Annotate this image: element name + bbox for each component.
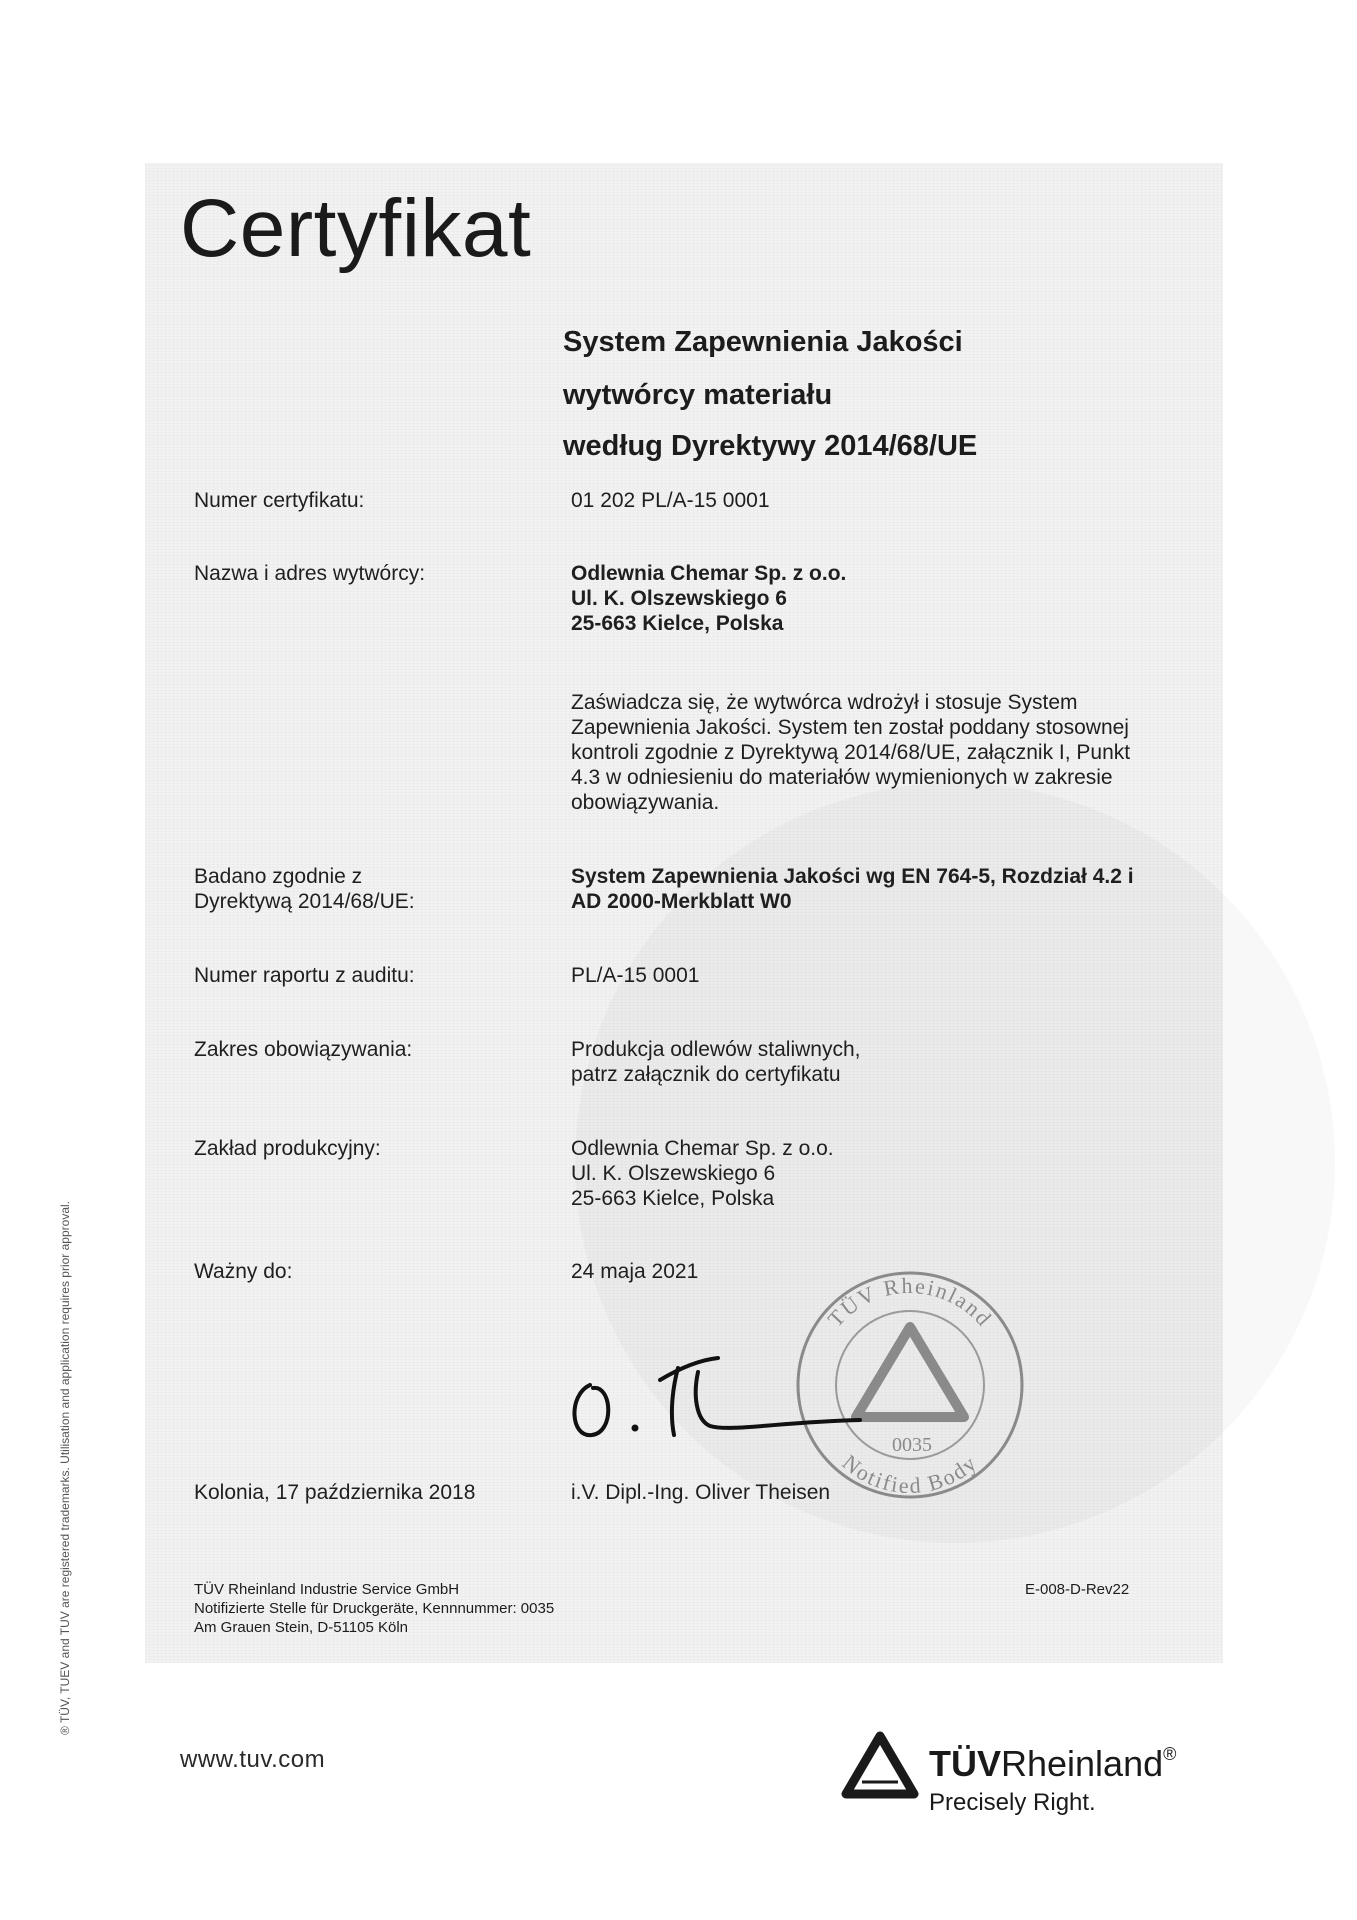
manufacturer-label: Nazwa i adres wytwórcy: (194, 562, 426, 585)
valid-until-value: 24 maja 2021 (571, 1260, 699, 1283)
plant-label: Zakład produkcyjny: (194, 1137, 381, 1160)
plant-line-2: Ul. K. Olszewskiego 6 (571, 1162, 776, 1185)
brand-slogan: Precisely Right. (929, 1789, 1096, 1816)
stamp-top-text: TÜV Rheinland (822, 1272, 998, 1332)
footer-line-2: Notifizierte Stelle für Druckgeräte, Kennnummer: 0035 (194, 1600, 555, 1617)
statement-line-3: kontroli zgodnie z Dyrektywą 2014/68/UE, załącznik I, Punkt (571, 741, 1131, 764)
cert-number-value: 01 202 PL/A-15 0001 (571, 489, 770, 512)
plant-line-3: 25-663 Kielce, Polska (571, 1187, 775, 1210)
document-code: E-008-D-Rev22 (1025, 1581, 1130, 1598)
signature (560, 1340, 880, 1450)
audit-report-label: Numer raportu z auditu: (194, 964, 415, 987)
brand-name-rheinland: Rheinland (1001, 1743, 1164, 1784)
scope-label: Zakres obowiązywania: (194, 1038, 413, 1061)
tuv-logo-triangle-icon (840, 1730, 920, 1800)
valid-until-label: Ważny do: (194, 1260, 293, 1283)
website-link[interactable]: www.tuv.com (180, 1746, 326, 1773)
stamp-bottom-text: Notified Body (837, 1449, 983, 1499)
footer-line-3: Am Grauen Stein, D-51105 Köln (194, 1619, 409, 1636)
brand-registered-mark: ® (1163, 1744, 1177, 1764)
subtitle-line-1: System Zapewnienia Jakości (563, 326, 963, 358)
scope-line-1: Produkcja odlewów staliwnych, (571, 1038, 861, 1061)
manufacturer-line-3: 25-663 Kielce, Polska (571, 612, 784, 635)
plant-line-1: Odlewnia Chemar Sp. z o.o. (571, 1137, 834, 1160)
manufacturer-line-1: Odlewnia Chemar Sp. z o.o. (571, 562, 847, 585)
trademark-note: ® TÜV, TUEV and TUV are registered trademarks. Utilisation and application requires prior approval. (58, 1201, 72, 1735)
scope-line-2: patrz załącznik do certyfikatu (571, 1063, 841, 1086)
subtitle-line-3: według Dyrektywy 2014/68/UE (563, 430, 978, 462)
stamp-number: 0035 (892, 1434, 932, 1456)
examined-label-line-2: Dyrektywą 2014/68/UE: (194, 890, 415, 913)
footer-line-1: TÜV Rheinland Industrie Service GmbH (194, 1581, 460, 1598)
examined-label-line-1: Badano zgodnie z (194, 865, 363, 888)
brand-name-tuv: TÜV (929, 1743, 1001, 1784)
manufacturer-line-2: Ul. K. Olszewskiego 6 (571, 587, 787, 610)
statement-line-4: 4.3 w odniesieniu do materiałów wymienionych w zakresie (571, 766, 1113, 789)
brand-name (929, 1743, 1176, 1785)
statement-line-5: obowiązywania. (571, 791, 720, 814)
cert-number-label: Numer certyfikatu: (194, 489, 365, 512)
statement-line-1: Zaświadcza się, że wytwórca wdrożył i stosuje System (571, 691, 1078, 714)
examined-line-1: System Zapewnienia Jakości wg EN 764-5, Rozdział 4.2 i (571, 865, 1134, 888)
examined-line-2: AD 2000-Merkblatt W0 (571, 890, 792, 913)
certificate-title: Certyfikat (180, 183, 532, 274)
place-date: Kolonia, 17 października 2018 (194, 1481, 476, 1504)
signatory-name: i.V. Dipl.-Ing. Oliver Theisen (571, 1481, 831, 1504)
subtitle-line-2: wytwórcy materiału (563, 379, 833, 411)
audit-report-value: PL/A-15 0001 (571, 964, 700, 987)
statement-line-2: Zapewnienia Jakości. System ten został poddany stosownej (571, 716, 1129, 739)
